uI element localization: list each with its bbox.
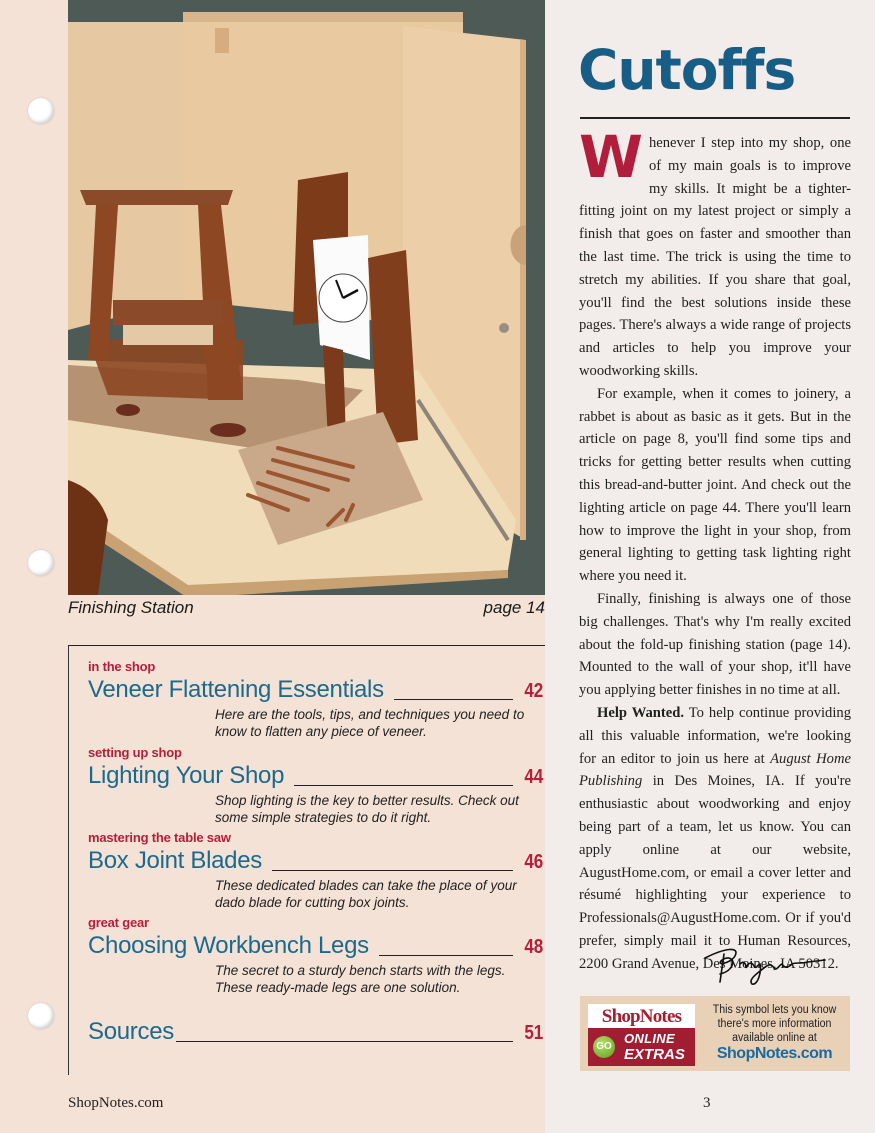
toc-kicker: mastering the table saw	[88, 830, 231, 845]
toc-top-rule	[68, 645, 545, 646]
help-wanted-lead: Help Wanted.	[597, 704, 685, 721]
footer-website[interactable]: ShopNotes.com	[68, 1095, 164, 1111]
toc-title[interactable]: Lighting Your Shop	[88, 762, 285, 789]
toc-leader	[294, 784, 513, 786]
toc-entry[interactable]	[88, 831, 543, 916]
toc-entry[interactable]	[88, 916, 543, 1016]
toc-kicker: setting up shop	[88, 745, 182, 760]
paragraph: Finally, finishing is always one of those big challenges. That's why I'm really excited about the fold-up finishing station (page 14). Mounted to the wall of your shop, it'll have you applying better finishes in no time at all.	[579, 590, 851, 699]
editor-signature	[700, 940, 840, 995]
toc-description: The secret to a sturdy bench starts with the legs. These ready-made legs are one solution.	[215, 963, 506, 995]
toc-page-number[interactable]: 48	[524, 936, 543, 958]
punch-hole-top	[28, 98, 54, 124]
masthead-rule	[580, 117, 850, 119]
punch-hole-middle	[28, 550, 54, 576]
drop-cap: W	[579, 123, 641, 191]
editorial-text	[579, 123, 851, 975]
toc-title[interactable]: Choosing Workbench Legs	[88, 932, 369, 959]
toc-title[interactable]: Sources	[88, 1018, 174, 1045]
paragraph: For example, when it comes to joinery, a rabbet is about as basic as it gets. But in the article on page 8, you'll find some tips and tricks for getting better results when cutting this bread-and-butter joint. And check out the lighting article on page 44. There you'll learn how to improve the light in your shop, from general lighting to getting task lighting right where you need it.	[579, 385, 851, 585]
toc-leader	[379, 954, 513, 956]
photo-caption-title: Finishing Station	[68, 598, 194, 617]
shopnotes-logo-text: ShopNotes	[588, 1004, 695, 1028]
toc-leader	[272, 869, 513, 871]
toc-page-number[interactable]: 42	[524, 680, 543, 702]
table-of-contents	[88, 660, 543, 1046]
toc-leader	[394, 698, 513, 700]
toc-description: These dedicated blades can take the place of your dado blade for cutting box joints.	[215, 878, 517, 910]
go-icon: GO	[593, 1036, 615, 1058]
website-link[interactable]: ShopNotes.com	[716, 1045, 833, 1062]
toc-title[interactable]: Box Joint Blades	[88, 847, 262, 874]
online-extras-badge	[588, 1028, 695, 1066]
online-extras-note: This symbol lets you know there's more information available online at	[712, 1004, 837, 1044]
toc-description: Here are the tools, tips, and techniques you need to know to flatten any piece of veneer.	[215, 707, 525, 739]
extras-label: EXTRAS	[624, 1046, 685, 1063]
photo-caption-page[interactable]: page 14	[483, 598, 545, 617]
toc-entry-sources[interactable]	[88, 1016, 543, 1046]
toc-leader	[176, 1040, 513, 1042]
toc-entry[interactable]	[88, 746, 543, 831]
finishing-station-photo	[68, 0, 545, 595]
paragraph-help-wanted: Help Wanted. To help continue providing all this valuable information, we're looking for an editor to join us here at August Home Publishing in Des Moines, IA. If you're enthusiastic about woodworking and enjoy being part of a team, let us know. You can apply online at our website, AugustHome.com, or email a cover letter and résumé highlighting your experience to Professionals@AugustHome.com. Or if you'd prefer, simply mail it to Human Resources, 2200 Grand Avenue, Des Moines, IA 50312.	[579, 704, 851, 972]
toc-entry[interactable]	[88, 660, 543, 746]
online-label: ONLINE	[624, 1031, 675, 1046]
toc-page-number[interactable]: 44	[524, 766, 543, 788]
punch-hole-bottom	[28, 1003, 54, 1029]
toc-kicker: in the shop	[88, 659, 156, 674]
online-extras-logo[interactable]	[588, 1004, 695, 1066]
toc-description: Shop lighting is the key to better results. Check out some simple strategies to do it right.	[215, 793, 519, 825]
toc-page-number[interactable]: 51	[524, 1022, 543, 1044]
company-name: August Home Publishing	[579, 750, 851, 790]
toc-page-number[interactable]: 46	[524, 851, 543, 873]
column-masthead: Cutoffs	[578, 38, 796, 102]
online-extras-box	[580, 996, 850, 1071]
toc-left-rule	[68, 645, 69, 1075]
toc-kicker: great gear	[88, 915, 149, 930]
page-number: 3	[703, 1095, 711, 1111]
toc-title[interactable]: Veneer Flattening Essentials	[88, 676, 384, 703]
paragraph: Whenever I step into my shop, one of my main goals is to improve my skills. It might be a tighter-fitting joint on my latest project or simply a finish that goes on faster and smoother than the last time. The trick is using the time to stretch my abilities. If you share that goal, you'll find the best solutions inside these pages. There's always a wide range of projects and articles to help you improve your woodworking skills.	[579, 123, 851, 379]
